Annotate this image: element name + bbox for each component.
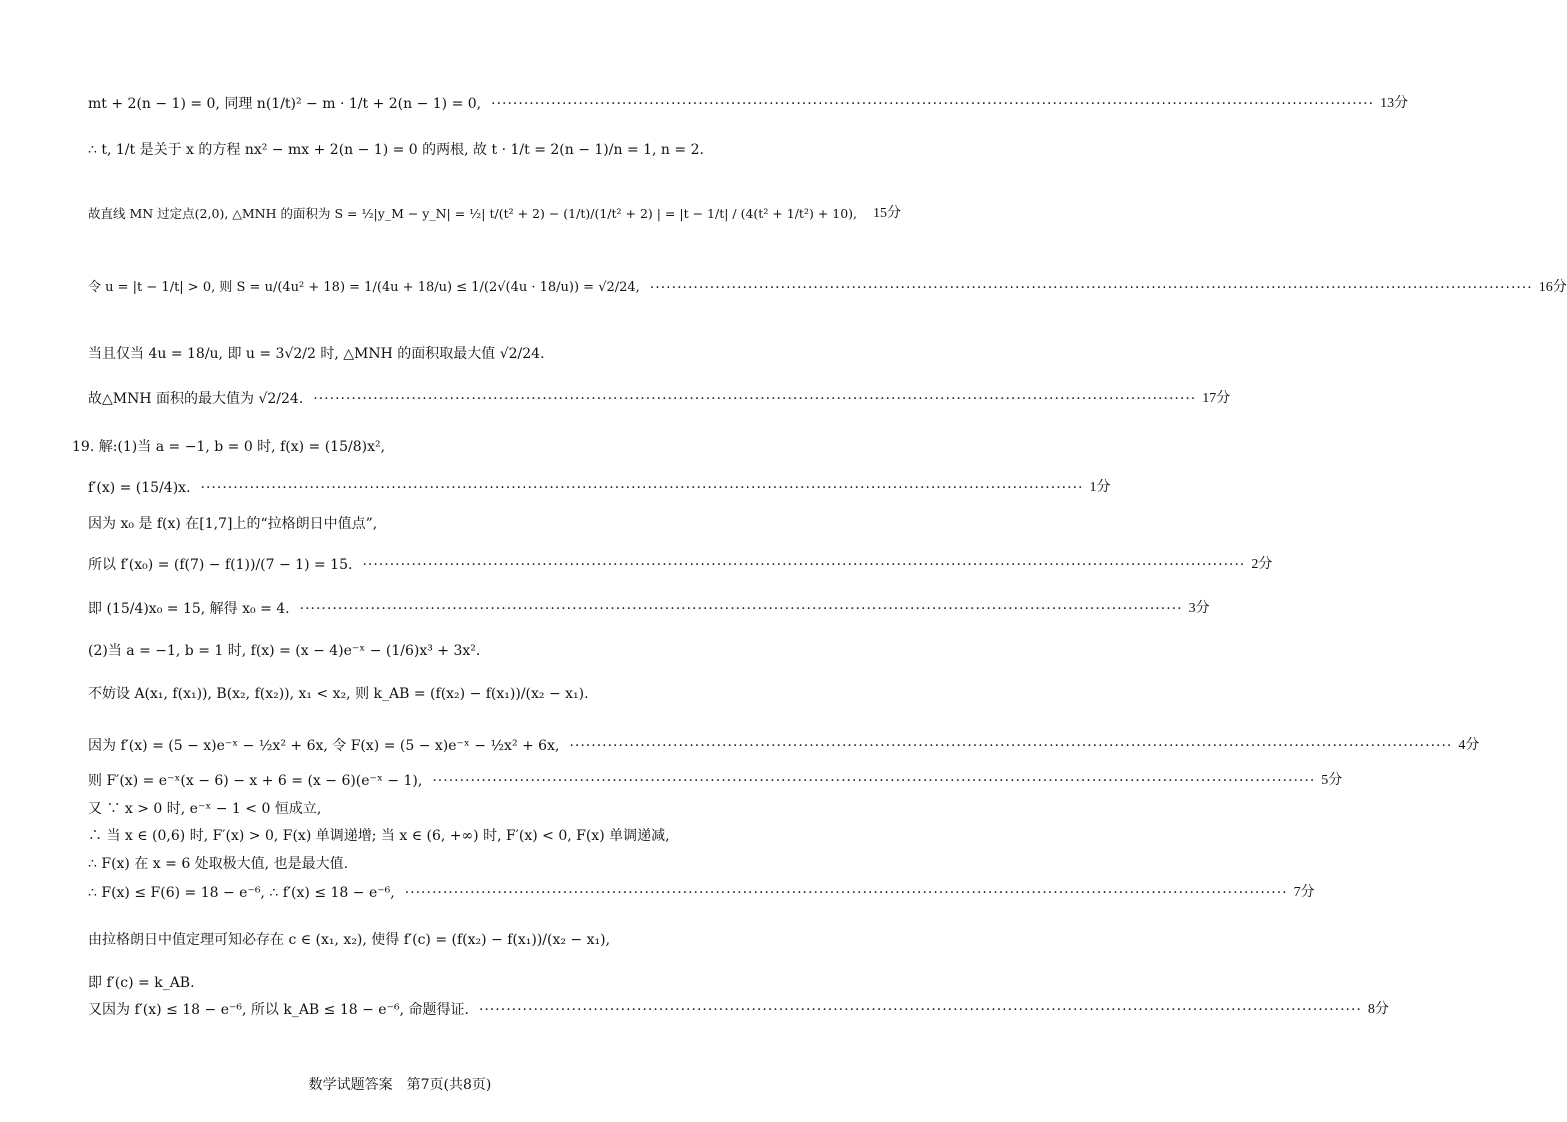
dot-leader	[479, 1001, 1362, 1019]
line-text: 19. 解:(1)当 a = −1, b = 0 时, f(x) = (15/8)x²,	[72, 439, 386, 455]
line-text: 则 F′(x) = e⁻ˣ(x − 6) − x + 6 = (x − 6)(e⁻ˣ − 1),	[88, 773, 423, 789]
dot-leader	[405, 884, 1288, 902]
roots-line	[88, 141, 736, 159]
define-F-line	[88, 737, 1480, 755]
score-label: 13分	[1380, 96, 1409, 111]
lagrange-theorem-line	[88, 931, 736, 949]
score-label: 17分	[1202, 391, 1231, 406]
F-derivative-line	[88, 772, 1343, 790]
line-text: 不妨设 A(x₁, f(x₁)), B(x₂, f(x₂)), x₁ < x₂, 则 k_AB = (f(x₂) − f(x₁))/(x₂ − x₁).	[88, 686, 589, 702]
dot-leader	[313, 390, 1196, 408]
bound-line	[88, 884, 1315, 902]
dot-leader	[201, 479, 1084, 497]
score-label: 16分	[1538, 280, 1567, 295]
score-label: 2分	[1251, 557, 1273, 572]
derivative-line	[88, 479, 1111, 497]
solution-line-13	[88, 95, 1409, 113]
part-2-line	[88, 642, 736, 660]
max-value-line	[88, 855, 736, 873]
page-footer: 数学试题答案 第7页(共8页)	[308, 1077, 492, 1093]
line-text: 由拉格朗日中值定理可知必存在 c ∈ (x₁, x₂), 使得 f′(c) = (f(x₂) − f(x₁))/(x₂ − x₁),	[88, 932, 611, 948]
score-label: 8分	[1367, 1002, 1389, 1017]
line-text: ∴ t, 1/t 是关于 x 的方程 nx² − mx + 2(n − 1) = 0 的两根, 故 t · 1/t = 2(n − 1)/n = 1, n = 2.	[88, 142, 704, 158]
score-label: 7分	[1293, 885, 1315, 900]
line-text: 即 (15/4)x₀ = 15, 解得 x₀ = 4.	[88, 601, 290, 617]
line-text: ∴ F(x) ≤ F(6) = 18 − e⁻⁶, ∴ f′(x) ≤ 18 − e⁻⁶,	[88, 885, 395, 901]
score-label: 4分	[1458, 738, 1480, 753]
dot-leader	[569, 737, 1452, 755]
k-equality-line	[88, 974, 736, 992]
line-text: 因为 f′(x) = (5 − x)e⁻ˣ − ½x² + 6x, 令 F(x) = (5 − x)e⁻ˣ − ½x² + 6x,	[88, 738, 560, 754]
area-formula-line	[88, 205, 902, 223]
dot-leader	[300, 600, 1183, 618]
dot-leader	[362, 556, 1245, 574]
inequality-line	[88, 800, 736, 818]
line-text: f′(x) = (15/4)x.	[88, 480, 191, 496]
line-text: (2)当 a = −1, b = 1 时, f(x) = (x − 4)e⁻ˣ − (1/6)x³ + 3x².	[88, 643, 481, 659]
score-label: 5分	[1321, 773, 1343, 788]
solve-x0-line	[88, 600, 1210, 618]
line-text: 故△MNH 面积的最大值为 √2/24.	[88, 391, 304, 407]
line-text: ∴ 当 x ∈ (0,6) 时, F′(x) > 0, F(x) 单调递增; 当 x ∈ (6, +∞) 时, F′(x) < 0, F(x) 单调递减,	[88, 828, 670, 844]
lagrange-point-line	[88, 515, 736, 533]
line-text: 又 ∵ x > 0 时, e⁻ˣ − 1 < 0 恒成立,	[88, 801, 322, 817]
score-label: 1分	[1089, 480, 1111, 495]
conclusion-line	[88, 1001, 1389, 1019]
line-text: 又因为 f′(x) ≤ 18 − e⁻⁶, 所以 k_AB ≤ 18 − e⁻⁶, 命题得证.	[88, 1002, 469, 1018]
max-area-line	[88, 390, 1231, 408]
substitution-line	[88, 279, 1567, 297]
score-label: 3分	[1188, 601, 1210, 616]
dot-leader	[432, 772, 1315, 790]
line-text: 故直线 MN 过定点(2,0), △MNH 的面积为 S = ½|y_M − y_N| = ½| t/(t² + 2) − (1/t)/(1/t² + 2) | = |t − 1/t| / (4(t² + 1/t²) + 10),	[88, 206, 858, 221]
line-text: 即 f′(c) = k_AB.	[88, 975, 195, 991]
mean-value-line	[88, 556, 1273, 574]
line-text: 令 u = |t − 1/t| > 0, 则 S = u/(4u² + 18) = 1/(4u + 18/u) ≤ 1/(2√(4u · 18/u)) = √2/24,	[88, 280, 640, 295]
question-19-heading	[72, 438, 736, 456]
score-label: 15分	[873, 206, 902, 221]
monotonicity-line	[88, 827, 736, 845]
dot-leader	[491, 95, 1374, 113]
equality-condition-line	[88, 345, 736, 363]
dot-leader	[650, 279, 1533, 297]
slope-definition-line	[88, 685, 736, 703]
line-text: ∴ F(x) 在 x = 6 处取极大值, 也是最大值.	[88, 856, 349, 872]
line-text: 当且仅当 4u = 18/u, 即 u = 3√2/2 时, △MNH 的面积取最大值 √2/24.	[88, 346, 545, 362]
line-text: 所以 f′(x₀) = (f(7) − f(1))/(7 − 1) = 15.	[88, 557, 353, 573]
line-text: mt + 2(n − 1) = 0, 同理 n(1/t)² − m · 1/t + 2(n − 1) = 0,	[88, 96, 482, 112]
line-text: 因为 x₀ 是 f(x) 在[1,7]上的“拉格朗日中值点”,	[88, 516, 378, 532]
